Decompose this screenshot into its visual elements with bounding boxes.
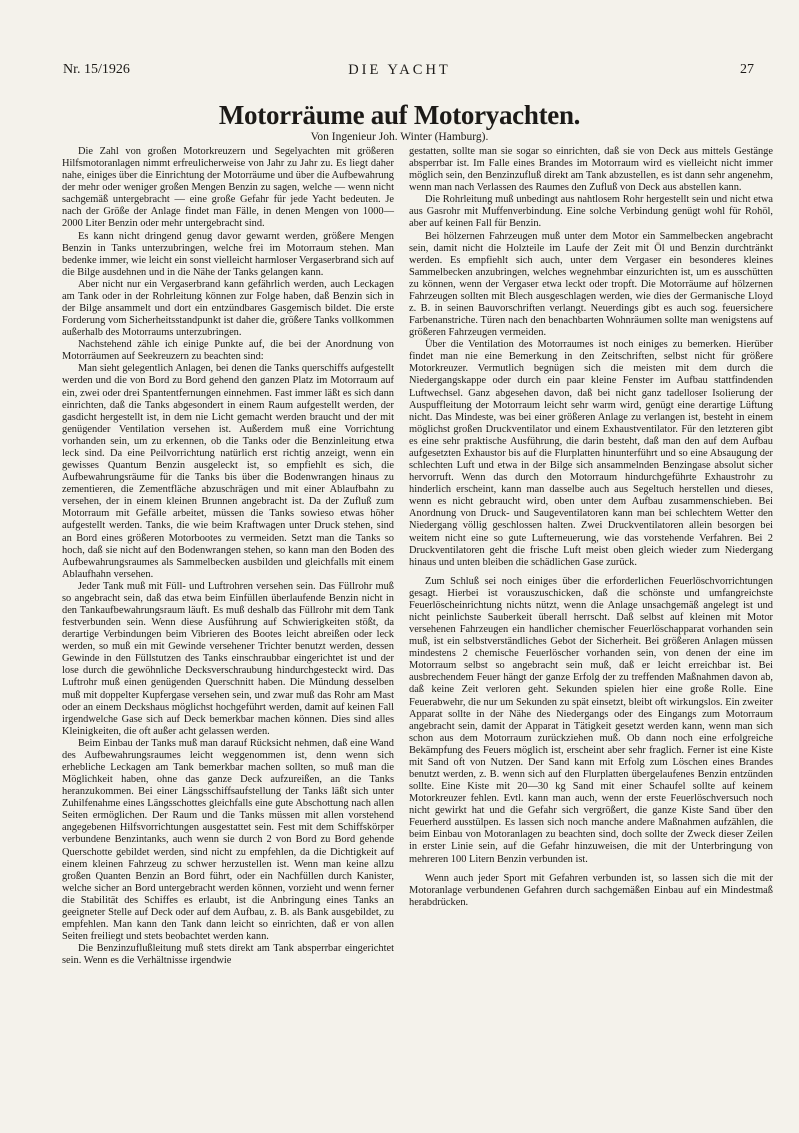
paragraph: Nachstehend zähle ich einige Punkte auf, die bei der Anordnung von Motorräumen auf Seekreuzern zu beachten sind:	[62, 339, 394, 363]
paragraph: Es kann nicht dringend genug davor gewarnt werden, größere Mengen Benzin in Tanks unterzubringen, welche frei im Motorraum stehen. Man bedenke immer, wie leicht ein sonst vielleicht harmloser Vergaserbrand sich auf die Bilge ausdehnen und in die Nähe der Tanks gelangen kann.	[62, 230, 394, 278]
magazine-name: DIE YACHT	[348, 62, 451, 78]
paragraph: Bei hölzernen Fahrzeugen muß unter dem Motor ein Sammelbecken angebracht sein, damit nicht die Holzteile im Laufe der Zeit mit Öl und Benzin durchtränkt werden. Es empfiehlt sich auch, unter dem Vergaser ein besonderes kleines Sammelbecken anzubringen, welches wegnehmbar einzurichten ist, um es ausschütten zu können, wenn der Vergaser etwa leckt oder tropft. Die Motorräume auf hölzernen Fahrzeugen sollten mit Blech ausgeschlagen werden, wie dies der Germanische Lloyd z. B. in seinen Bauvorschriften verlangt. Neuerdings gibt es auch sog. feuersichere Farbenanstriche. Türen nach den benachbarten Wohnräumen sollte man wenigstens auf größeren Fahrzeugen vermeiden.	[409, 230, 773, 339]
paragraph: Die Zahl von großen Motorkreuzern und Segelyachten mit größeren Hilfsmotoranlagen nimmt erfreulicherweise von Jahr zu Jahr zu. Es liegt daher nahe, einiges über die Einrichtung der Motorräume und über die Aufbewahrung der mehr oder weniger großen Mengen Benzin zu sagen, welche — wenn nicht sachgemäß untergebracht — eine große Gefahr für jede Yacht bedeuten. Je nach der Größe der Anlage findet man Fälle, in denen Mengen von 1000—2000 Liter Benzin oder mehr untergebracht sind.	[62, 146, 394, 230]
issue-number: Nr. 15/1926	[63, 62, 130, 77]
paragraph: gestatten, sollte man sie sogar so einrichten, daß sie von Deck aus mittels Gestänge absperrbar ist. Im Falle eines Brandes im Motorraum wird es vielleicht nicht immer möglich sein, den Benzinzufluß direkt am Tank abzustellen, es ist dann sehr angenehm, wenn man nach Verlassen des Raumes den Zufluß von Deck aus abstellen kann.	[409, 146, 773, 194]
paragraph: Jeder Tank muß mit Füll- und Luftrohren versehen sein. Das Füllrohr muß so angebracht sein, daß das etwa beim Einfüllen überlaufende Benzin nicht in den Tankaufbewahrungsraum läuft. Es muß deshalb das Füllrohr mit dem Tank festverbunden sein. Wenn diese Ausführung auf Schwierigkeiten stößt, da derartige Verbindungen beim Vibrieren des Bootes leicht abreißen oder leck werden, so muß ein mit Gewinde versehener Trichter benutzt werden, dessen Gewinde in den Füllstutzen des Tanks einschraubbar eingerichtet ist und der lose durch die gewöhnliche Decksverschraubung hindurchgesteckt wird. Das Luftrohr muß einen genügenden Querschnitt haben. Die Mündung desselben muß mit doppelter Kupfergase versehen sein, und zwar muß das Rohr am Mast oder an einem Deckshaus möglichst hochgeführt werden, damit auf keinen Fall irgendwelche Gase sich auf Deck bemerkbar machen können. Dies sind alles Kleinigkeiten, die oft außer acht gelassen werden.	[62, 580, 394, 737]
paragraph: Die Rohrleitung muß unbedingt aus nahtlosem Rohr hergestellt sein und nicht etwa aus Gasrohr mit Muffenverbindung. Eine solche Verbindung genügt wohl für Rohöl, aber auf keinen Fall für Benzin.	[409, 194, 773, 230]
paragraph: Beim Einbau der Tanks muß man darauf Rücksicht nehmen, daß eine Wand des Aufbewahrungsraumes leicht weggenommen ist, denn wenn sich erhebliche Leckagen am Tank bemerkbar machen sollten, so muß man die Möglichkeit haben, ohne das ganze Deck aufzureißen, an die Tanks heranzukommen. Bei einer Längsschiffsaufstellung der Tanks läßt sich unter Zuhilfenahme eines Längsschottes gleichfalls eine gute Abschottung nach allen Seiten ermöglichen. Der Raum und die Tanks müssen mit allen vorstehend angegebenen Hilfsvorrichtungen ausgestattet sein. Fest mit dem Schiffskörper verbundene Benzintanks, auch wenn sie durch 2 von Bord zu Bord gehende Querschotte gebildet werden, sind nicht zu empfehlen, da die Dichtigkeit auf einem kleinen Fahrzeug zu schwer herzustellen ist. Wenn man keine allzu großen Quanten Benzin an Bord führt, oder ein Nachfüllen durch Kanister, welche sicher an Bord untergebracht werden können, vorzieht und wenn ferner die Stabilität des Schiffes es erlaubt, ist die Anbringung eines Tanks an geeigneter Stelle auf Deck oder auf dem Aufbau, z. B. als Bank ausgebildet, zu empfehlen. Man kann den Tank dann leicht so einrichten, daß er von allen Seiten freiliegt und stets beobachtet werden kann.	[62, 737, 394, 943]
page-number: 27	[740, 62, 754, 77]
paragraph: Aber nicht nur ein Vergaserbrand kann gefährlich werden, auch Leckagen am Tank oder in der Rohrleitung können zur Folge haben, daß Benzin sich in der Bilge ansammelt und dort ein entzündbares Gasgemisch bildet. Die erste Forderung vom Sicherheitsstandpunkt ist daher die, größere Tanks vollkommen außerhalb des Motorraums unterzubringen.	[62, 278, 394, 339]
paragraph: Wenn auch jeder Sport mit Gefahren verbunden ist, so lassen sich die mit der Motoranlage verbundenen Gefahren durch sachgemäßen Einbau auf ein Mindestmaß herabdrücken.	[409, 872, 773, 908]
article-title: Motorräume auf Motoryachten.	[218, 100, 581, 130]
paragraph: Die Benzinzuflußleitung muß stets direkt am Tank absperrbar eingerichtet sein. Wenn es die Verhältnisse irgendwie	[62, 943, 394, 967]
paragraph: Über die Ventilation des Motorraumes ist noch einiges zu bemerken. Hierüber findet man nie eine Bemerkung in den Zeitschriften, selbst nicht für größere Motorkreuzer. Vermutlich begnügen sich die meisten mit dem durch die Niedergangskappe oder durch ein paar kleine Fenster im Aufbau stattfindenden Luftwechsel. Ganz abgesehen davon, daß bei nicht ganz tadelloser Isolierung der Auspuffleitung der Motorraum leicht sehr warm wird, genügt eine derartige Lüftung nicht. Das Mindeste, was bei einer größeren Anlage zu verlangen ist, besteht in einem möglichst großen Druckventilator und einem Exhaustventilator. Für den letzteren gibt es eine sehr praktische Ausführung, die darin besteht, daß man den auf dem Aufbau aufgesetzten Exhaustor bis auf die Flurplatten hinunterführt und so eine Absaugung der schlechten Luft und etwa in der Bilge sich ansammelnden Benzingase absolut sicher hervorruft. Wenn das durch den Motorraum hindurchgeführte Exhaustrohr zu hinderlich erscheint, kann man dasselbe auch aus Segeltuch herstellen und dieses, wenn es nicht gebraucht wird, oben unter dem Aufbau zusammenschieben. Bei Anordnung von Druck- und Saugeventilatoren kann man bei schlechtem Wetter den Niedergang völlig geschlossen halten. Zwei Druckventilatoren allein besorgen bei weitem nicht eine so gute Lufterneuerung, wie das vorstehende Verfahren. Bei 2 Druckventilatoren geht die frische Luft meist oben gleich wieder zum Niedergang hinaus und unten bleiben die schädlichen Gase zurück.	[409, 339, 773, 568]
paragraph: Man sieht gelegentlich Anlagen, bei denen die Tanks querschiffs aufgestellt werden und die von Bord zu Bord gehend den ganzen Platz im Motorraum auf ein, zwei oder drei Spantentfernungen einnehmen. Fast immer läßt es sich dann einrichten, daß die Tanks abgesondert in einem Raum aufgestellt werden, der gasdicht hergestellt ist, in dem nie Licht gemacht werden braucht und der mit genügender Ventilation versehen ist. Außerdem muß eine Vorrichtung vorhanden sein, um zu erkennen, ob die Tanks oder die Benzinleitung etwa leck sind. Da eine Peilvorrichtung natürlich erst richtig anzeigt, wenn ein gewisses Quantum Benzin ausgeleckt ist, so empfiehlt es sich, die Aufbewahrungsräume für die Tanks bis über die Bodenwrangen hinaus zu zementieren, die Zementfläche abzuschrägen und mit einer Ablaufbahn zu versehen, der in einem kleinen Brunnen angebracht ist. Da der Zufluß zum Motorraum mit Gefälle arbeitet, müssen die Tanks sowieso etwas höher aufgestellt werden. Tanks, die wie beim Kraftwagen unter Druck stehen, sind an Bord eines größeren Motorbootes zu vermeiden. Setzt man die Tanks so hoch, daß sie nicht auf den Bodenwrangen stehen, so kann man den Boden des Aufbewahrungsraumes als Sammelbecken ausbilden und gleichfalls mit einem Ablaufhahn versehen.	[62, 363, 394, 580]
paragraph: Zum Schluß sei noch einiges über die erforderlichen Feuerlöschvorrichtungen gesagt. Hierbei ist vorauszuschicken, daß die schönste und umfangreichste Feuerlöscheinrichtung nichts nützt, wenn die Anlage unsachgemäß angelegt ist und nicht peinlichste Sauberkeit überall herrscht. Daß selbst auf kleinen mit Motor versehenen Fahrzeugen ein handlicher chemischer Feuerlöschapparat vorhanden sein muß, ist ein selbstverständliches Gebot der Sicherheit. Bei größeren Anlagen müssen mindestens 2 chemische Feuerlöscher vorhanden sein, von denen der eine im Motorraum selbst so angebracht sein muß, daß er leicht erreichbar ist. Bei ausbrechendem Feuer hängt der ganze Erfolg der zu treffenden Maßnahmen davon ab, daß keine Zeit verloren geht. Sekunden spielen hier eine große Rolle. Eine Feuerabwehr, die nur um Sekunden zu spät einsetzt, bleibt oft wirkungslos. Ein zweiter Apparat sollte in der Nähe des Niedergangs oder des Eingangs zum Motorraum angebracht sein, damit der Apparat in Tätigkeit gesetzt werden kann, wenn man sich schon aus dem Motorraum zurückziehen muß. Ob dann noch eine erfolgreiche Bekämpfung des Feuers möglich ist, erscheint aber sehr fraglich. Ferner ist eine Kiste mit Sand oft von Nutzen. Der Sand kann mit Erfolg zum Löschen eines Brandes benutzt werden, z. B. wenn sich auf den Flurplatten übergelaufenes Benzin entzünden sollte. Eine Kiste mit 20—30 kg Sand mit einer Schaufel sollte auf keinem Motorkreuzer fehlen. Evtl. kann man auch, wenn der erste Feuerlöschversuch noch nicht gewirkt hat und die Gefahr sich vergrößert, die ganze Kiste Sand über den Feuerherd ausstülpen. Es lassen sich noch manche andere Maßnahmen aufzählen, die beim Einbau von Motoranlagen zu beachten sind, doch sollte der Zweck dieser Zeilen in erster Linie sein, auf die Gefahr hinzuweisen, die mit der Unterbringung von mehreren 100 Litern Benzin verbunden ist.	[409, 575, 773, 865]
left-column	[62, 146, 394, 967]
article-byline: Von Ingenieur Joh. Winter (Hamburg).	[310, 131, 489, 143]
right-column	[409, 146, 773, 909]
